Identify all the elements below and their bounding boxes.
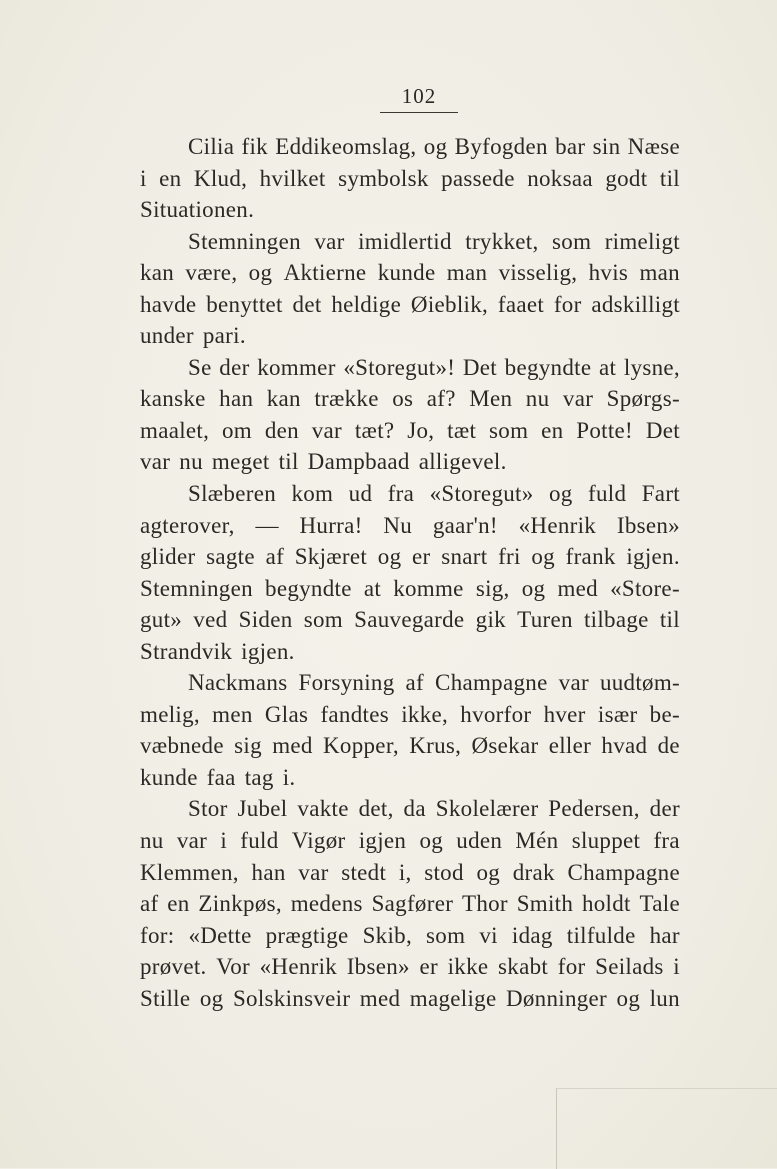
word: be- [649, 701, 680, 727]
text-line [140, 131, 680, 163]
text-line [140, 226, 680, 258]
word: Glas [264, 701, 309, 727]
word: «Store- [610, 575, 680, 601]
word: tæt [447, 417, 477, 443]
word: væbnede [140, 733, 224, 759]
word: begyndte [265, 575, 352, 601]
word: igjen. [626, 544, 680, 570]
text-line [140, 857, 680, 889]
word: tæt? [354, 417, 395, 443]
word: i [220, 828, 228, 854]
word: af [140, 891, 159, 917]
word: sluppet [571, 828, 641, 854]
word: faa [206, 764, 236, 790]
word: nu [140, 828, 164, 854]
word: begyndte [504, 354, 592, 380]
word: har [649, 922, 680, 948]
word: som [426, 922, 466, 948]
word: den [264, 417, 299, 443]
word: eller [548, 733, 592, 759]
word: Ibsen» [616, 512, 680, 538]
word: stod [424, 859, 464, 885]
word: til [659, 165, 680, 191]
word: maalet, [140, 417, 210, 443]
text-line [140, 415, 680, 447]
word: en [167, 891, 190, 917]
word: Skjæret [294, 544, 368, 570]
word: ikke [447, 954, 489, 980]
word: Jubel [237, 796, 288, 822]
word: bar [555, 134, 586, 159]
word: faaet [497, 291, 545, 317]
word: Champagne [435, 670, 548, 696]
word: hver [543, 701, 586, 727]
word: Øieblik, [410, 291, 489, 317]
word: Dampbaad [307, 449, 410, 475]
text-line [140, 920, 680, 952]
word: hvis [588, 260, 629, 286]
text-line [140, 793, 680, 825]
word: Pedersen, [548, 796, 640, 822]
word: fra [387, 481, 415, 507]
word: trykket, [465, 228, 539, 254]
word: var [562, 386, 594, 412]
word: Det [645, 417, 680, 443]
word: især [597, 701, 638, 727]
word: Vigør [291, 828, 346, 854]
word: «Storegut» [429, 481, 534, 507]
text-line [140, 163, 680, 195]
text-line [140, 541, 680, 573]
word: imidlertid [358, 228, 452, 254]
word: Klemmen, [140, 859, 239, 885]
word: i [140, 165, 147, 191]
text-line [140, 573, 680, 605]
word: vi [479, 922, 498, 948]
paragraph [140, 478, 680, 667]
text-line [140, 352, 680, 384]
word: og [377, 544, 402, 570]
word: havde [140, 291, 197, 317]
word: kunde [140, 764, 198, 790]
word: Det [462, 354, 497, 380]
word: pari. [202, 323, 246, 349]
word: for: [140, 922, 175, 948]
word: fik [241, 134, 268, 159]
word: fuld [240, 828, 279, 854]
word: visselig, [498, 260, 578, 286]
word: Solskinsveir [232, 985, 351, 1011]
word: uden [456, 828, 503, 854]
paragraph [140, 352, 680, 478]
paragraph [140, 131, 680, 226]
word: og [531, 544, 555, 570]
word: Skolelærer [435, 796, 539, 822]
word: under [140, 323, 194, 349]
word: som [552, 228, 592, 254]
word: tilbage [583, 607, 649, 633]
word: godt [605, 165, 648, 191]
word: drak [512, 859, 555, 885]
word: Nu [383, 512, 413, 538]
word: Aktierne [283, 260, 367, 286]
word: lun [649, 985, 680, 1011]
word: og [548, 481, 573, 507]
word: man [446, 260, 488, 286]
word: det, [358, 796, 394, 822]
scan-edge-mark [556, 1088, 777, 1169]
word: «Henrik [259, 954, 338, 980]
word: noksaa [527, 165, 593, 191]
word: gaar'n! [432, 512, 498, 538]
word: passede [441, 165, 515, 191]
word: ved [193, 607, 228, 633]
word: Øsekar [471, 733, 539, 759]
word: kan [266, 386, 301, 412]
word: men [212, 701, 253, 727]
word: Fart [641, 481, 680, 507]
word: vakte [297, 796, 349, 822]
word: det [292, 291, 322, 317]
text-line [140, 289, 680, 321]
word: Stor [188, 796, 228, 822]
word: Potte! [576, 417, 633, 443]
word: magelige [409, 985, 497, 1011]
page-header [380, 84, 458, 113]
body-text [140, 131, 680, 1014]
word: tag [244, 764, 274, 790]
word: glider [140, 544, 196, 570]
word: fuld [588, 481, 627, 507]
word: om [221, 417, 252, 443]
word: i, [398, 859, 412, 885]
word: trække [314, 386, 379, 412]
word: heldige [331, 291, 402, 317]
text-line [140, 730, 680, 762]
word: der [649, 796, 680, 822]
word: Jo, [407, 417, 435, 443]
word: Men [469, 386, 513, 412]
word: Siden [238, 607, 293, 633]
word: Eddikeomslag, [275, 134, 417, 159]
word: var [558, 670, 589, 696]
word: Næse [627, 134, 680, 159]
text-line [140, 604, 680, 636]
paragraph [140, 226, 680, 352]
header-rule [380, 112, 458, 113]
word: rimeligt [604, 228, 680, 254]
word: for [557, 954, 586, 980]
word: «Henrik [518, 512, 597, 538]
word: og [423, 134, 448, 159]
word: meget [211, 449, 270, 475]
word: melig, [140, 701, 200, 727]
word: gut» [140, 607, 183, 633]
word: skabt [498, 954, 549, 980]
word: kommer [257, 354, 336, 380]
word: nu [525, 386, 550, 412]
word: fri [498, 544, 521, 570]
word: med [272, 733, 313, 759]
word: er [419, 954, 438, 980]
text-line [140, 478, 680, 510]
word: i. [282, 764, 296, 790]
word: stedt [341, 859, 387, 885]
word: af [265, 544, 285, 570]
word: Dønninger [505, 985, 608, 1011]
word: «Dette [188, 922, 252, 948]
word: igjen. [241, 638, 295, 664]
word: Sagfører [371, 891, 454, 917]
word: medens [290, 891, 363, 917]
word: af [405, 670, 425, 696]
word: med [359, 985, 401, 1011]
text-line [140, 320, 680, 352]
word: kom [291, 481, 334, 507]
word: fandtes [320, 701, 389, 727]
word: benyttet [206, 291, 283, 317]
text-line [140, 762, 680, 794]
word: hvorfor [460, 701, 532, 727]
word: Zinkpøs, [198, 891, 282, 917]
word: Forsyning [298, 670, 395, 696]
word: holdt [581, 891, 631, 917]
word: af? [426, 386, 456, 412]
word: sig [234, 733, 262, 759]
text-line [140, 510, 680, 542]
word: og [419, 828, 444, 854]
word: og [521, 575, 546, 601]
word: og [248, 260, 273, 286]
word: Tale [639, 891, 680, 917]
word: en [159, 165, 182, 191]
word: var [314, 228, 345, 254]
word: Vor [216, 954, 250, 980]
word: de [657, 733, 680, 759]
word: hvilket [259, 165, 326, 191]
word: Skib, [362, 922, 412, 948]
word: snart [441, 544, 488, 570]
page-number: 102 [401, 84, 437, 108]
word: uudtøm- [599, 670, 680, 696]
word: var [298, 859, 329, 885]
word: Klud, [193, 165, 248, 191]
word: ikke, [401, 701, 449, 727]
word: Mén [515, 828, 559, 854]
word: til [659, 607, 680, 633]
word: Se [188, 354, 212, 380]
word: en [541, 417, 564, 443]
word: gik [475, 607, 506, 633]
word: Situationen. [140, 197, 255, 223]
word: med [557, 575, 598, 601]
word: prøvet. [140, 954, 207, 980]
text-line [140, 983, 680, 1015]
word: «Storegut»! [343, 354, 456, 380]
word: da [403, 796, 426, 822]
word: igjen [358, 828, 407, 854]
word: Stille [140, 985, 191, 1011]
word: sin [592, 134, 621, 159]
word: nu [179, 449, 203, 475]
word: Turen [517, 607, 573, 633]
paragraph [140, 793, 680, 1014]
word: Stemningen [140, 575, 253, 601]
word: Cilia [188, 134, 235, 159]
word: symbolsk [338, 165, 429, 191]
word: kan [140, 260, 175, 286]
text-line [140, 636, 680, 668]
text-line [140, 383, 680, 415]
text-line [140, 257, 680, 289]
word: at [363, 575, 382, 601]
word: Smith [516, 891, 574, 917]
word: prægtige [265, 922, 349, 948]
word: idag [511, 922, 553, 948]
word: han [251, 859, 286, 885]
word: være, [185, 260, 238, 286]
word: som [303, 607, 343, 633]
text-line [140, 667, 680, 699]
word: agterover, [140, 512, 235, 538]
word: Slæberen [188, 481, 276, 507]
word: i [673, 954, 680, 980]
word: komme [393, 575, 464, 601]
word: kanske [140, 386, 206, 412]
text-line [140, 825, 680, 857]
word: var [140, 449, 171, 475]
word: fra [653, 828, 680, 854]
word: Strandvik [140, 638, 233, 664]
word: ud [348, 481, 373, 507]
text-line [140, 446, 680, 478]
text-line [140, 888, 680, 920]
word: frank [565, 544, 616, 570]
text-line [140, 951, 680, 983]
word: Ibsen» [346, 954, 410, 980]
word: tilfulde [566, 922, 636, 948]
word: var [176, 828, 208, 854]
text-line [140, 194, 680, 226]
word: Stemningen [188, 228, 301, 254]
word: der [219, 354, 250, 380]
word: at [599, 354, 617, 380]
word: hvad [601, 733, 648, 759]
word: os [392, 386, 414, 412]
word: Kopper, [323, 733, 399, 759]
word: for [553, 291, 582, 317]
word: til [278, 449, 299, 475]
word: Seilads [595, 954, 664, 980]
word: og [199, 985, 224, 1011]
word: Spørgs- [606, 386, 680, 412]
word: Thor [461, 891, 508, 917]
word: sagte [206, 544, 255, 570]
word: som [489, 417, 529, 443]
word: adskilligt [591, 291, 680, 317]
word: Sauvegarde [354, 607, 465, 633]
text-line [140, 699, 680, 731]
word: er [412, 544, 431, 570]
word: Nackmans [188, 670, 288, 696]
word: — [255, 512, 279, 538]
word: var [311, 417, 343, 443]
word: Krus, [409, 733, 462, 759]
word: kunde [377, 260, 436, 286]
word: man [639, 260, 680, 286]
paragraph [140, 667, 680, 793]
word: og [476, 859, 501, 885]
word: sig, [475, 575, 510, 601]
word: og [616, 985, 641, 1011]
word: Byfogden [454, 134, 548, 159]
word: han [219, 386, 254, 412]
word: lysne, [623, 354, 680, 380]
word: Hurra! [299, 512, 363, 538]
word: alligevel. [418, 449, 507, 475]
word: Champagne [567, 859, 680, 885]
